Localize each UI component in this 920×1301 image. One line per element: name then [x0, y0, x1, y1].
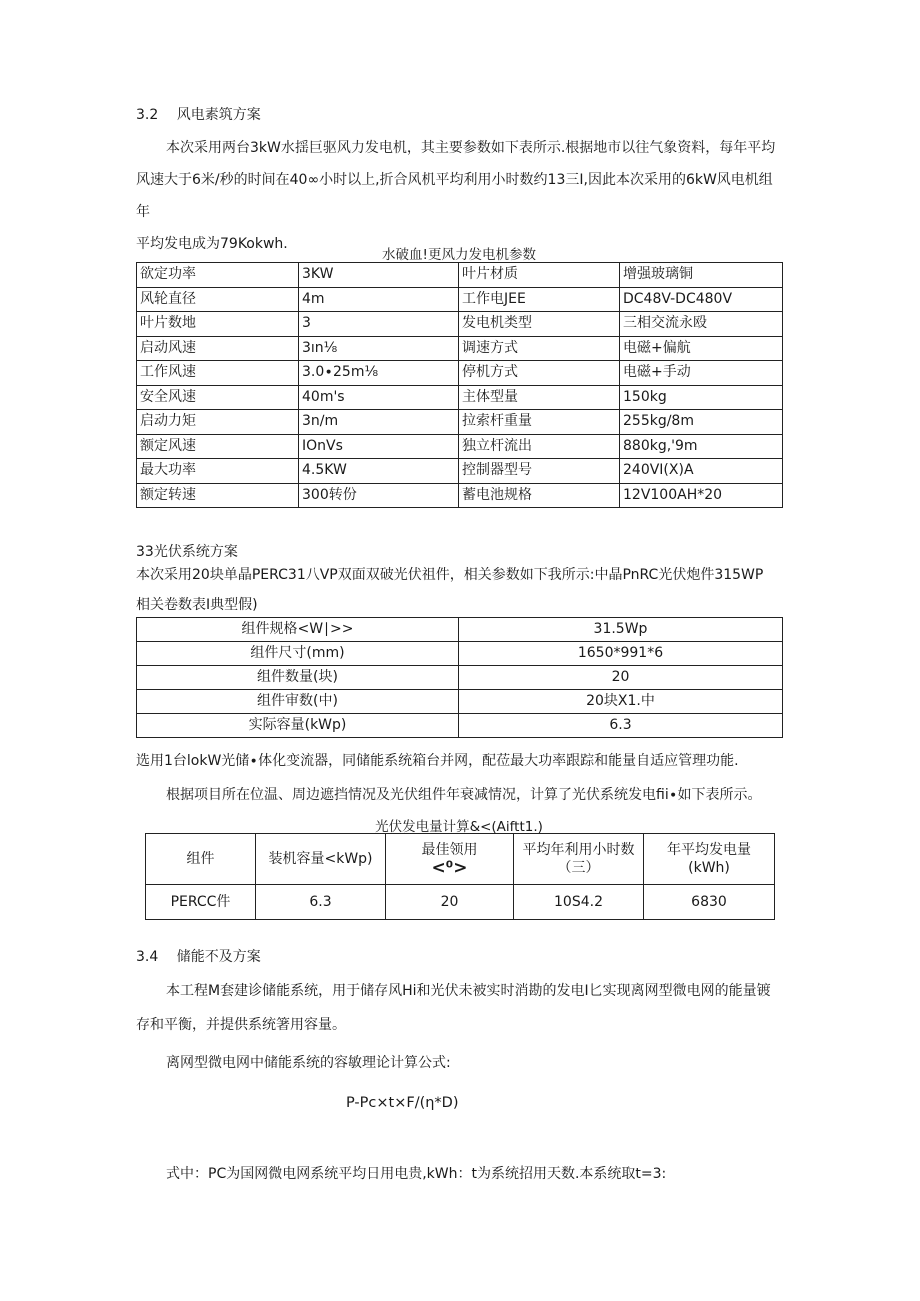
table-cell: 增强玻璃铜 — [620, 263, 783, 288]
section-number: 3.4 — [136, 949, 159, 965]
paragraph-line: 相关卷数表I典型假) — [136, 597, 258, 613]
table-row — [137, 690, 783, 714]
table-cell: 安全风速 — [137, 385, 299, 410]
table-cell: 发电机类型 — [459, 312, 620, 337]
paragraph-wind — [136, 132, 786, 260]
table-cell: 额定转速 — [137, 483, 299, 508]
table-cell: 电磁+偏航 — [620, 336, 783, 361]
table-cell: 电磁+手动 — [620, 361, 783, 386]
paragraph-pv-calc: 根据项目所在位温、周边遮挡情况及光伏组件年衰减情况，计算了光伏系统发电fii∙如下表所示。 — [166, 787, 762, 803]
section-title: 储能不及方案 — [176, 949, 261, 965]
table-row — [137, 714, 783, 738]
table-cell: 控制器型号 — [459, 459, 620, 484]
table-cell: 叶片材质 — [459, 263, 620, 288]
table-cell: 20 — [386, 885, 514, 920]
section-title: 风电素筑方案 — [176, 107, 261, 123]
table-cell: 叶片数地 — [137, 312, 299, 337]
section-3-2-heading — [136, 104, 261, 124]
paragraph-line: 本工程M套建诊储能系统，用于储存风Hi和光伏未被实时消勘的发电I匕实现离网型微电网的能量镀 — [166, 983, 771, 999]
table-cell: 最大功率 — [137, 459, 299, 484]
table-cell: 三相交流永殴 — [620, 312, 783, 337]
table-header-row — [146, 834, 775, 885]
table-cell: 31.5Wp — [459, 618, 783, 642]
table-cell: 3KW — [299, 263, 459, 288]
table-cell: 实际容量(kWp) — [137, 714, 459, 738]
table-cell: 10S4.2 — [514, 885, 644, 920]
table-cell: 3n∕m — [299, 410, 459, 435]
paragraph-inverter: 选用1台lokW光储∙体化变流器，同储能系统箱台并网，配莅最大功率跟踪和能量自适应管理功能. — [136, 753, 739, 769]
table-cell: 额定风速 — [137, 434, 299, 459]
table-row — [137, 385, 783, 410]
table-cell: 6830 — [644, 885, 775, 920]
section-number: 3.2 — [136, 107, 159, 123]
table-cell: 150kg — [620, 385, 783, 410]
header-line: <⁰> — [431, 858, 468, 878]
table-row — [137, 312, 783, 337]
table-cell: 主体型量 — [459, 385, 620, 410]
table-row — [137, 483, 783, 508]
table-cell: 4m — [299, 287, 459, 312]
table-cell: 20 — [459, 666, 783, 690]
table-cell: 20块X1.中 — [459, 690, 783, 714]
table-cell: IOnVs — [299, 434, 459, 459]
table-cell: 组件规格<W∣>> — [137, 618, 459, 642]
table-row — [137, 410, 783, 435]
table-cell: 1650*991*6 — [459, 642, 783, 666]
table-cell: 组件尺寸(mm) — [137, 642, 459, 666]
table-cell: 6.3 — [256, 885, 386, 920]
table-cell: 启动力矩 — [137, 410, 299, 435]
table-cell: 工作电JEE — [459, 287, 620, 312]
table-cell: 启动风速 — [137, 336, 299, 361]
table-header-cell: 组件 — [146, 834, 256, 885]
paragraph-storage — [136, 974, 786, 1042]
table-cell: 停机方式 — [459, 361, 620, 386]
paragraph-line: 平均发电成为79Kokwh. — [136, 236, 288, 252]
table-cell: 255kg∕8m — [620, 410, 783, 435]
table-cell: 3.0∙25m⅛ — [299, 361, 459, 386]
table-cell: 调速方式 — [459, 336, 620, 361]
table-row — [146, 885, 775, 920]
paragraph-pv — [136, 560, 786, 620]
paragraph-line: 存和平衡，并提供系统箸用容量。 — [136, 1017, 346, 1033]
table-cell: 6.3 — [459, 714, 783, 738]
table-header-cell: 年平均发电量(kWh) — [644, 834, 775, 885]
table1-caption: 水破血!更风力发电机参数 — [382, 247, 536, 263]
table-header-cell: 装机容量<kWp) — [256, 834, 386, 885]
section-3-4-heading — [136, 946, 261, 966]
table-cell: 工作风速 — [137, 361, 299, 386]
table-cell: 3 — [299, 312, 459, 337]
formula-explanation: 式中：PC为国网微电网系统平均日用电贵,kWh：t为系统招用天数.本系统取t=3: — [166, 1166, 667, 1182]
table-cell: 组件数量(块) — [137, 666, 459, 690]
table-cell: 欲定功率 — [137, 263, 299, 288]
table3-caption: 光伏发电量计算&<(Aiftt1.) — [375, 819, 543, 835]
section-3-3-heading: 33光伏系统方案 — [136, 544, 238, 560]
table-cell: 蓄电池规格 — [459, 483, 620, 508]
table-cell: 40m's — [299, 385, 459, 410]
table-header-cell — [386, 834, 514, 885]
table-cell: 3ın⅛ — [299, 336, 459, 361]
table-cell: 4.5KW — [299, 459, 459, 484]
table-row — [137, 642, 783, 666]
table-row — [137, 263, 783, 288]
table-cell: 拉索杆重量 — [459, 410, 620, 435]
formula: P-Pc×t×F∕(η*D) — [346, 1095, 459, 1111]
table-cell: 300转份 — [299, 483, 459, 508]
paragraph-line: 风速大于6米/秒的时间在40∞小时以上,折合风机平均利用小时数约13三I,因此本次采用的6kW风电机组年 — [136, 172, 773, 220]
table-row — [137, 336, 783, 361]
table-header-cell: 平均年利用小时数（三） — [514, 834, 644, 885]
table-row — [137, 666, 783, 690]
header-line: 最佳领用 — [421, 842, 478, 858]
table-cell: 240VI(X)A — [620, 459, 783, 484]
wind-turbine-parameters-table — [136, 262, 783, 508]
table-cell: PERCC件 — [146, 885, 256, 920]
table-row — [137, 434, 783, 459]
paragraph-line: 本次采用20块单晶PERC31八VP双面双破光伏祖件，相关参数如下我所示:中晶PnRC光伏炮件315WP — [136, 567, 764, 583]
table-cell: 12V100AH*20 — [620, 483, 783, 508]
pv-module-parameters-table — [136, 617, 783, 738]
table-cell: 组件审数(中) — [137, 690, 459, 714]
table-cell: 880kg,'9m — [620, 434, 783, 459]
pv-generation-table — [145, 833, 775, 920]
formula-intro: 离网型微电网中储能系统的容敏理论计算公式: — [166, 1055, 451, 1071]
table-cell: 独立杆流出 — [459, 434, 620, 459]
table-row — [137, 361, 783, 386]
table-row — [137, 459, 783, 484]
table-cell: DC48V-DC480V — [620, 287, 783, 312]
table-cell: 风轮直径 — [137, 287, 299, 312]
table-row — [137, 287, 783, 312]
paragraph-line: 本次采用两台3kW水揺巨驱风力发电机，其主要参数如下表所示.根据地市以往气象资料，每年平均 — [166, 140, 776, 156]
table-row — [137, 618, 783, 642]
